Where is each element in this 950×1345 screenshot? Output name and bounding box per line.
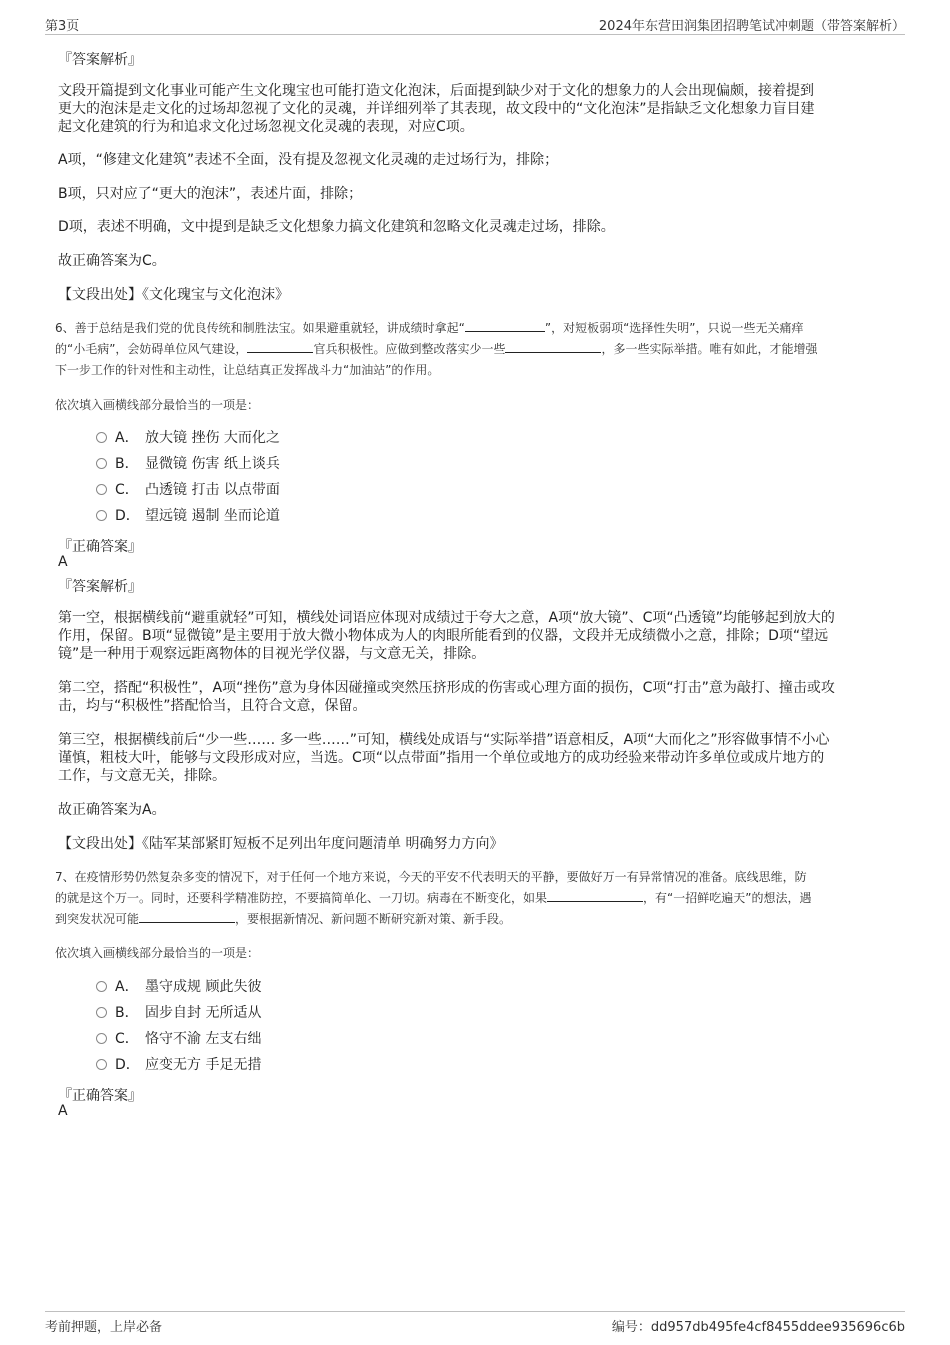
conclusion: 故正确答案为A。 xyxy=(58,802,166,818)
radio-icon[interactable] xyxy=(96,1007,107,1018)
text-line: 第三空，根据横线前后“少一些…… 多一些……”可知，横线处成语与“实际举措”语意相反，A项“大而化之”形容做事情不小心 xyxy=(58,732,830,748)
radio-icon[interactable] xyxy=(96,1033,107,1044)
question-prompt: 依次填入画横线部分最恰当的一项是： xyxy=(55,398,260,412)
text-line: 的“小毛病”，会妨碍单位风气建设， 官兵积极性。应做到整改落实少一些 ，多一些实际举措。唯有如此，才能增强 xyxy=(55,342,818,356)
analysis-label: 『答案解析』 xyxy=(58,579,142,595)
question-prompt: 依次填入画横线部分最恰当的一项是： xyxy=(55,946,260,960)
text-line: 更大的泡沫是走文化的过场却忽视了文化的灵魂，并详细列举了其表现，故文段中的“文化泡沫”是指缺乏文化想象力盲目建 xyxy=(58,101,815,117)
option-d[interactable]: D． 望远镜 遏制 坐而论道 xyxy=(96,506,280,526)
radio-icon[interactable] xyxy=(96,458,107,469)
analysis-option-d: D项，表述不明确，文中提到是缺乏文化想象力搞文化建筑和忽略文化灵魂走过场，排除。 xyxy=(58,219,615,235)
option-a[interactable]: A． 墨守成规 顾此失彼 xyxy=(96,977,261,997)
option-d[interactable]: D． 应变无方 手足无措 xyxy=(96,1055,261,1075)
text-line: 镜”是一种用于观察远距离物体的目视光学仪器，与文意无关，排除。 xyxy=(58,646,486,662)
option-b[interactable]: B． 显微镜 伤害 纸上谈兵 xyxy=(96,454,280,474)
correct-answer: A xyxy=(58,554,68,570)
option-a[interactable]: A． 放大镜 挫伤 大而化之 xyxy=(96,428,280,448)
text-line: 第二空，搭配“积极性”，A项“挫伤”意为身体因碰撞或突然压挤形成的伤害或心理方面的损伤，C项“打击”意为敲打、撞击或攻 xyxy=(58,680,835,696)
text-line: 的就是这个万一。同时，还要科学精准防控，不要搞简单化、一刀切。病毒在不断变化，如果 ，有“一招鲜吃遍天”的想法，遇 xyxy=(55,891,812,905)
option-b[interactable]: B． 固步自封 无所适从 xyxy=(96,1003,261,1023)
analysis-paragraph-3 xyxy=(58,731,888,785)
text-line: 工作，与文意无关，排除。 xyxy=(58,768,226,784)
correct-answer: A xyxy=(58,1103,68,1119)
document-title: 2024年东营田润集团招聘笔试冲刺题（带答案解析） xyxy=(598,19,905,34)
correct-answer-label: 『正确答案』 xyxy=(58,539,142,555)
text-line: 击，均与“积极性”搭配恰当，且符合文意，保留。 xyxy=(58,698,367,714)
fill-blank xyxy=(505,340,601,353)
radio-icon[interactable] xyxy=(96,432,107,443)
radio-icon[interactable] xyxy=(96,981,107,992)
text-line: 下一步工作的针对性和主动性，让总结真正发挥战斗力“加油站”的作用。 xyxy=(55,363,440,377)
analysis-option-b: B项，只对应了“更大的泡沫”，表述片面，排除； xyxy=(58,186,363,202)
radio-icon[interactable] xyxy=(96,1059,107,1070)
text-line: 6、善于总结是我们党的优良传统和制胜法宝。如果避重就轻，讲成绩时拿起“ ”，对短板弱项“选择性失明”，只说一些无关痛痒 xyxy=(55,321,804,335)
text-line: 作用，保留。B项“显微镜”是主要用于放大微小物体成为人的肉眼所能看到的仪器，文段并无成绩微小之意，排除；D项“望远 xyxy=(58,628,829,644)
text-line: 7、在疫情形势仍然复杂多变的情况下，对于任何一个地方来说，今天的平安不代表明天的平静，要做好万一有异常情况的准备。底线思维，防 xyxy=(55,870,807,884)
page-number: 第3页 xyxy=(45,19,80,34)
radio-icon[interactable] xyxy=(96,510,107,521)
question-7-stem xyxy=(55,867,895,930)
question-6-stem xyxy=(55,318,895,381)
document-code: 编号：dd957db495fe4cf8455ddee935696c6b xyxy=(611,1320,905,1335)
correct-answer-label: 『正确答案』 xyxy=(58,1088,142,1104)
option-c[interactable]: C． 恪守不渝 左支右绌 xyxy=(96,1029,261,1049)
analysis-label: 『答案解析』 xyxy=(58,52,142,68)
conclusion: 故正确答案为C。 xyxy=(58,253,166,269)
fill-blank xyxy=(247,340,313,353)
fill-blank xyxy=(547,889,643,902)
source-citation: 【文段出处】《文化瑰宝与文化泡沫》 xyxy=(58,287,289,303)
text-line: 文段开篇提到文化事业可能产生文化瑰宝也可能打造文化泡沫，后面提到缺少对于文化的想象力的人会出现偏颇，接着提到 xyxy=(58,83,814,99)
option-c[interactable]: C． 凸透镜 打击 以点带面 xyxy=(96,480,280,500)
footer-slogan: 考前押题，上岸必备 xyxy=(45,1320,163,1335)
text-line: 起文化建筑的行为和追求文化过场忽视文化灵魂的表现，对应C项。 xyxy=(58,119,474,135)
analysis-option-a: A项，“修建文化建筑”表述不全面，没有提及忽视文化灵魂的走过场行为，排除； xyxy=(58,152,559,168)
page-footer xyxy=(45,1311,905,1336)
analysis-paragraph-2 xyxy=(58,679,888,715)
analysis-paragraph xyxy=(58,82,888,136)
radio-icon[interactable] xyxy=(96,484,107,495)
text-line: 谨慎，粗枝大叶，能够与文段形成对应，当选。C项“以点带面”指用一个单位或地方的成功经验来带动许多单位或成片地方的 xyxy=(58,750,825,766)
source-citation: 【文段出处】《陆军某部紧盯短板不足列出年度问题清单 明确努力方向》 xyxy=(58,836,504,852)
page-header xyxy=(45,12,905,35)
analysis-paragraph-1 xyxy=(58,609,888,663)
fill-blank xyxy=(465,319,545,332)
text-line: 到突发状况可能 ，要根据新情况、新问题不断研究新对策、新手段。 xyxy=(55,912,512,926)
text-line: 第一空，根据横线前“避重就轻”可知，横线处词语应体现对成绩过于夸大之意，A项“放大镜”、C项“凸透镜”均能够起到放大的 xyxy=(58,610,835,626)
fill-blank xyxy=(139,910,235,923)
